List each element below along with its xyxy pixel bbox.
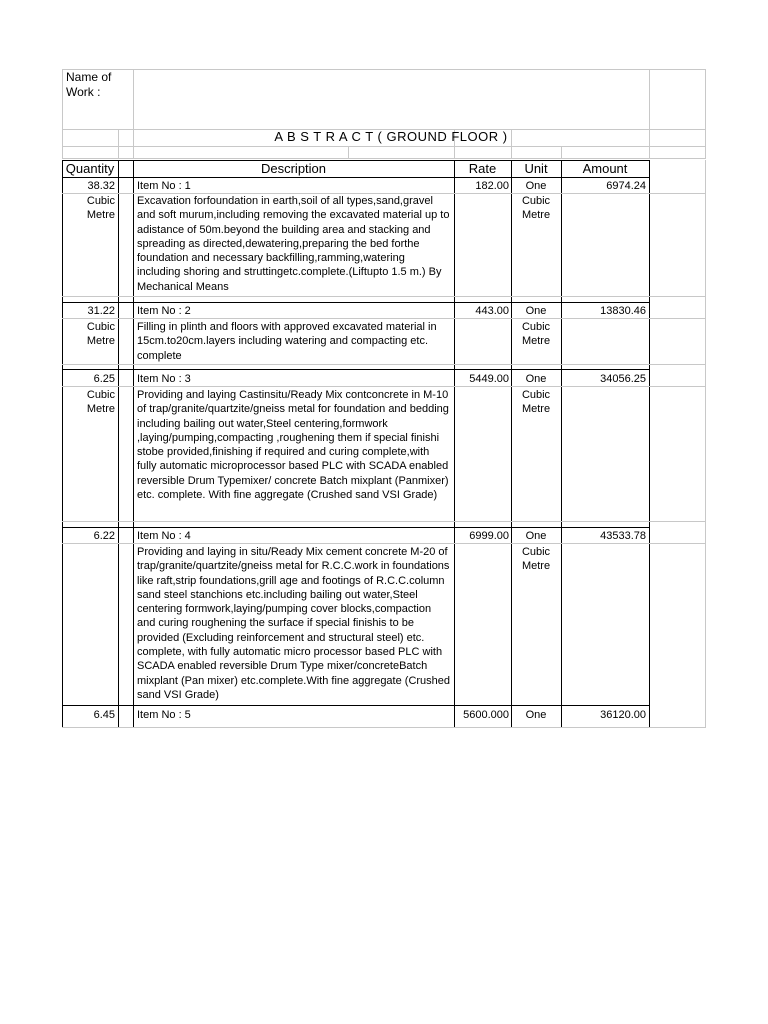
item-amount: 36120.00 [600,709,646,721]
item-unit: One [525,709,547,721]
item-description: Providing and laying Castinsitu/Ready Mix contconcrete in M-10 of trap/granite/quartzite/gneiss metal for foundation and bedding including bailing out water,Steel centering,formwork ,laying/pumping,compacting ,roughening them if special finishi stobe provided,finishing if required and curing complete,with fully automatic microprocessor based PLC with SCADA enabled reversible Drum Typemixer/ concrete Batch mixplant (Panmixer) etc. complete. With fine aggregate (Crushed sand VSI Grade) [137,389,449,502]
item-quantity: 31.22 [87,305,115,317]
row-separator [62,302,650,303]
item-unit: One [525,530,547,542]
item-rate: 443.00 [475,305,509,317]
item-unit-sub: Cubic Metre [521,195,551,222]
table-border [62,160,63,728]
item-rate: 5600.000 [463,709,509,721]
row-separator [62,527,650,528]
item-quantity: 38.32 [87,180,115,192]
row-separator [62,705,650,706]
item-description: Filling in plinth and floors with approved excavated material in 15cm.to20cm.layers including watering and compacting etc. complete [137,321,437,362]
row-separator [62,296,705,297]
item-number: Item No : 4 [137,530,191,542]
item-quantity: 6.25 [93,373,115,385]
column-header-description: Description [260,161,327,176]
page-title: A B S T R A C T ( GROUND FLOOR ) [274,129,508,144]
grid-line [133,69,134,159]
grid-line [62,146,705,147]
row-separator [62,369,650,370]
item-number: Item No : 1 [137,180,191,192]
item-unit-sub: Cubic Metre [521,321,551,348]
item-description: Excavation forfoundation in earth,soil of all types,sand,gravel and soft murum,including removing the excavated material up to adistance of 50m.beyond the building area and stacking and spreading as directed,dewatering,preparing the bed forthe foundation and necessary backfilling,ramming,watering including shoring and struttingetc.complete.(Liftupto 1.5 m.) By Mechanical Means [137,195,450,293]
item-amount: 13830.46 [600,305,646,317]
grid-line [348,146,349,159]
grid-line [62,69,63,159]
column-header-amount: Amount [582,161,628,176]
grid-line [649,69,650,159]
table-border [561,160,562,728]
item-description: Providing and laying in situ/Ready Mix cement concrete M-20 of trap/granite/quartzite/gneiss metal for R.C.C.work in foundations like raft,strip foundations,grill age and footings of R.C.C.column sand steel stanchions etc.including bailing out water,Steel centering formwork,laying/pumping cover blocks,compaction and curing roughening the surface if special finishis to be provided (Excluding reinforcement and structural steel) etc. complete, with fully automatic micro processor based PLC with SCADA enabled reversible Drum Type mixer/concreteBatch mixplant (Pan mixer) etc.complete.With fine aggregate (Crushed sand VSI Grade) [137,546,451,701]
row-separator [62,727,705,728]
row-separator [62,364,705,365]
grid-line [705,160,706,728]
item-amount: 43533.78 [600,530,646,542]
item-quantity: 6.45 [93,709,115,721]
column-header-unit: Unit [524,161,548,176]
item-unit-sub: Cubic Metre [521,389,551,416]
grid-line [705,69,706,159]
item-quantity-unit: Cubic Metre [86,389,115,416]
item-rate: 5449.00 [469,373,509,385]
column-header-quantity: Quantity [65,161,115,176]
grid-line [118,129,119,159]
column-header-rate: Rate [468,161,497,176]
table-border [133,160,134,728]
table-border [649,160,650,728]
table-border [118,160,119,728]
row-separator [62,521,705,522]
item-rate: 182.00 [475,180,509,192]
item-quantity: 6.22 [93,530,115,542]
item-quantity-unit: Cubic Metre [86,321,115,348]
item-unit: One [525,373,547,385]
table-border [454,160,455,728]
grid-line [561,146,562,159]
item-unit: One [525,180,547,192]
item-unit-sub: Cubic Metre [521,546,551,573]
item-amount: 6974.24 [606,180,646,192]
item-number: Item No : 3 [137,373,191,385]
name-of-work-label: Name of Work : [66,70,112,99]
item-number: Item No : 2 [137,305,191,317]
item-quantity-unit: Cubic Metre [86,195,115,222]
item-number: Item No : 5 [137,709,191,721]
item-rate: 6999.00 [469,530,509,542]
table-border [511,160,512,728]
grid-line [62,69,705,70]
grid-line [62,158,705,159]
item-amount: 34056.25 [600,373,646,385]
item-unit: One [525,305,547,317]
